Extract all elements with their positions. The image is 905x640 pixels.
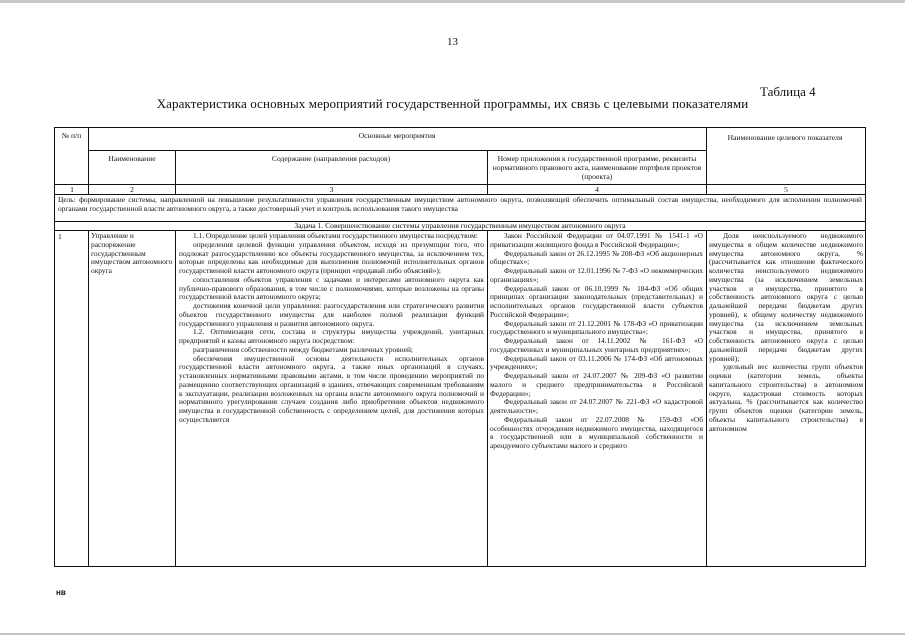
content-paragraph: 1.1. Определение целей управления объектами государственного имущества посредством: xyxy=(193,232,478,240)
rule-subheader xyxy=(88,150,706,151)
law-paragraph: Федеральный закон от 21.12.2001 № 178-ФЗ «О приватизации государственного и муниципального имущества»; xyxy=(490,318,703,337)
law-paragraph: Закон Российской Федерации от 04.07.1991 № 1541-1 «О приватизации жилищного фонда в Российской Федерации»; xyxy=(490,232,703,249)
content-paragraph: 1.2. Оптимизация сети, состава и структуры имущества учреждений, унитарных предприятий и казны автономного округа посредством: xyxy=(179,327,484,345)
law-paragraph: Федеральный закон от 06.10.1999 № 184-ФЗ «Об общих принципах организации законодательных (представительных) и исполнительных органов государственной власти субъектов Российской Федерации»; xyxy=(490,283,703,319)
table-label: Таблица 4 xyxy=(760,84,816,99)
row-name: Управление и распоряжение государственным имуществом автономного округа xyxy=(91,232,173,275)
content-paragraph: сопоставления объектов управления с задачами и интересами автономного округа как публично-правового образования, в том числе с полномочиями, которые возложены на органы государственной власти автономного округа; xyxy=(179,274,484,302)
indicator-paragraph: Доля неиспользуемого недвижимого имущества в общем количестве недвижимого имущества автономного округа, % (рассчитывается как отношение фактического количества неиспользуемого недвижимого имущества (за исключением земельных участков и имущества, принятого в собственность автономного округа с целью дальнейшей передачи бюджетам других уровней), к общему количеству недвижимого имущества (за исключением земельных участков и имущества, принятого в собственность автономного округа с целью дальнейшей передачи бюджетам других уровней); xyxy=(709,232,863,363)
margin-mark: нв xyxy=(56,588,66,597)
col-number-5: 5 xyxy=(784,185,788,194)
page-number: 13 xyxy=(447,36,458,48)
content-paragraph: разграничения собственности между бюджетами различных уровней; xyxy=(193,344,413,354)
law-paragraph: Федеральный закон от 26.12.1995 № 208-ФЗ «Об акционерных обществах»; xyxy=(490,248,703,267)
col-sep-name-body xyxy=(175,230,176,567)
law-paragraph: Федеральный закон от 24.07.2007 № 221-ФЗ «О кадастровой деятельности»; xyxy=(490,397,703,415)
content-paragraph: обеспечения имущественной основы деятельности исполнительных органов государственной власти автономного округа, а также иных организаций в случаях, установленных нормативными правовыми актами, в том числе проведению мероприятий по размещению соответствующих организаций в зданиях, отвечающих современным требованиям к эксплуатации, реализации возложенных на органы власти автономного округа полномочий и нормативного урегулирования случаев создания либо приобретения объектов недвижимого имущества в государственной собственность с определением целей, для достижения которых осуществляется xyxy=(179,353,484,424)
col-number-2: 2 xyxy=(130,185,134,194)
border-left xyxy=(54,127,55,567)
header-num: № п/п xyxy=(61,131,82,140)
content-paragraph: достижения конечной цели управления: разгосударствления или стратегического развития объектов государственного имущества для наиболее полной реализации функций государственного управления и развития автономного округа. xyxy=(179,301,484,328)
header-content: Содержание (направления расходов) xyxy=(271,154,391,163)
header-main-events: Основные мероприятия xyxy=(358,131,436,140)
law-paragraph: Федеральный закон от 22.07.2008 № 159-ФЗ «Об особенностях отчуждения недвижимого имущества, находящегося в государственной или в муниципальной собственности и арендуемого субъектами малого и среднего xyxy=(490,414,703,450)
scan-edge-bottom xyxy=(0,633,905,635)
goal-text: Цель: формирование системы, направленной на повышение результативности управления государственным имуществом автономного округа, позволяющей обеспечить оптимальный состав имущества, необходимого для исполнения полномочий органами государственной власти автономного округа, а также достоверный учет и контроль использования такого имущества xyxy=(58,196,862,213)
col-number-3: 3 xyxy=(329,185,334,194)
row-laws-cell xyxy=(488,232,705,564)
header-appendix: Номер приложения к государственной программе, реквизиты нормативного правового акта, наименование портфеля проектов (проекта) xyxy=(492,154,702,181)
col-number-1: 1 xyxy=(70,185,74,194)
header-name: Наименование xyxy=(108,154,156,163)
document-title: Характеристика основных мероприятий государственной программы, их связь с целевыми показателями xyxy=(156,96,749,111)
row-name-cell xyxy=(89,232,175,564)
task-row: Задача 1. Совершенствование системы управления государственным имуществом автономного округа xyxy=(294,221,626,230)
table-border-top xyxy=(54,127,866,128)
row-indicators-cell xyxy=(707,232,865,564)
indicator-paragraph: удельный вес количества групп объектов оценки (категории земель, объекты капитального строительства) в автономном округе, кадастровая стоимость которых актуальна, % (рассчитывается как количество групп объектов оценки (категории земель, объекты капитального строительства) в автономном xyxy=(709,362,863,433)
law-paragraph: Федеральный закон от 12.01.1996 № 7-ФЗ «О некоммерческих организациях»; xyxy=(490,266,703,284)
border-right xyxy=(865,127,866,567)
law-paragraph: Федеральный закон от 03.11.2006 № 174-ФЗ «Об автономных учреждениях»; xyxy=(490,353,703,372)
header-indicator: Наименование целевого показателя xyxy=(727,133,843,142)
law-paragraph: Федеральный закон от 24.07.2007 № 209-ФЗ «О развитии малого и среднего предпринимательства в Российской Федерации»; xyxy=(490,371,703,398)
row-content-cell xyxy=(177,232,486,564)
col-number-4: 4 xyxy=(595,185,599,194)
law-paragraph: Федеральный закон от 14.11.2002 № 161-ФЗ «О государственных и муниципальных унитарных предприятиях»; xyxy=(490,336,703,354)
goal-row xyxy=(56,196,864,221)
content-paragraph: определения целевой функции управления объектом, исходя из презумпции того, что подлежат разгосударствлению все объекты государственного имущества, за исключением тех, которые определены как необходимые для выполнения полномочий исполнительных органов государственной власти автономного округа (принцип «продавай либо объясняй»); xyxy=(179,239,484,275)
row-number: 1 xyxy=(58,232,62,241)
